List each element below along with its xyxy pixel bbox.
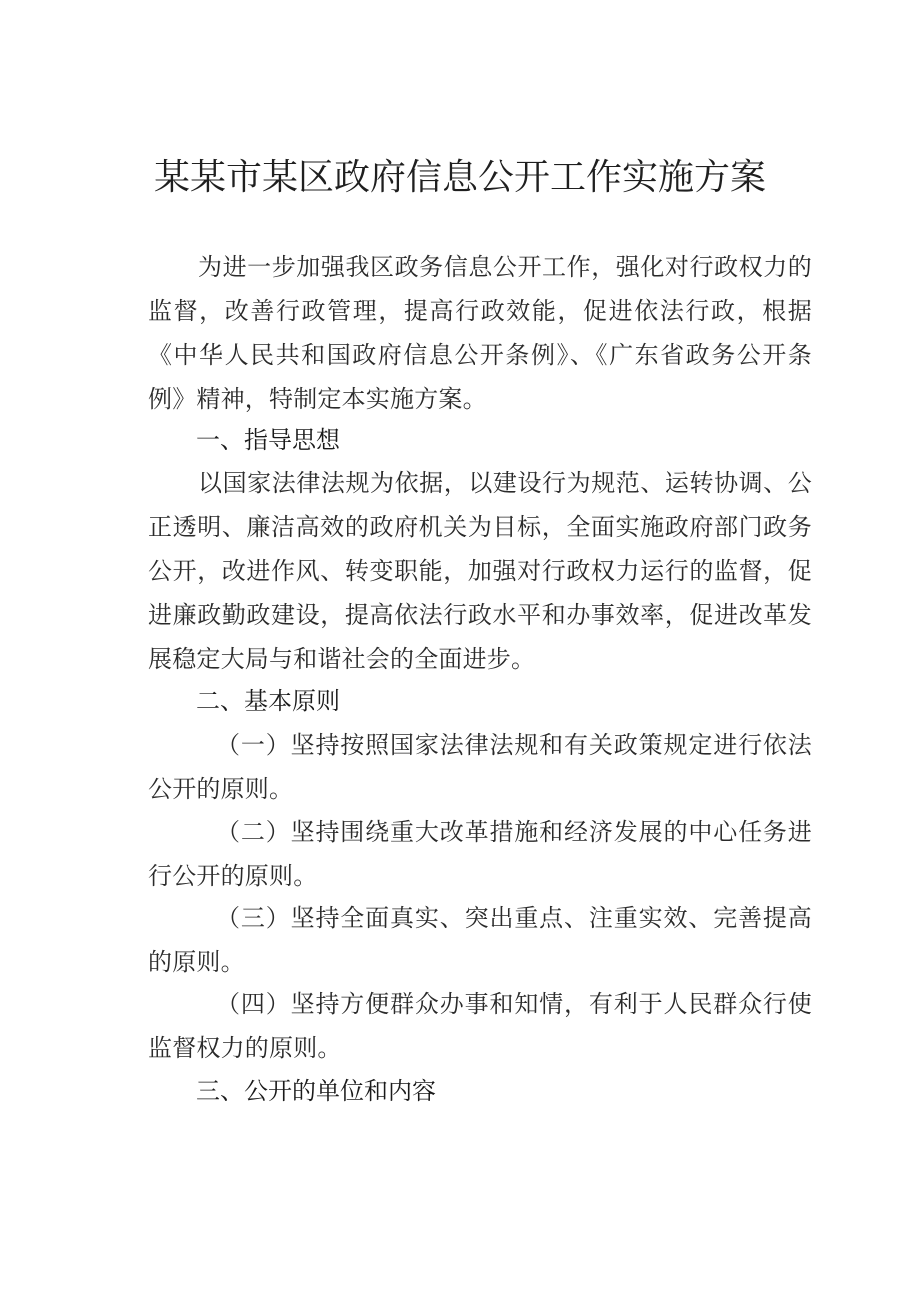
section-heading-guiding-thought: 一、指导思想 [196, 426, 340, 454]
principle-item-4: （四）坚持方便群众办事和知情，有利于人民群众行使监督权力的原则。 [148, 990, 812, 1062]
section-heading-basic-principles: 二、基本原则 [196, 687, 340, 715]
guiding-thought-paragraph: 以国家法律法规为依据，以建设行为规范、运转协调、公正透明、廉洁高效的政府机关为目标，全面实施政府部门政务公开，改进作风、转变职能，加强对行政权力运行的监督，促进廉政勤政建设，提高依法行政水平和办事效率，促进改革发展稳定大局与和谐社会的全面进步。 [148, 469, 812, 673]
section-heading-disclosure-units: 三、公开的单位和内容 [196, 1077, 436, 1105]
document-title: 某某市某区政府信息公开工作实施方案 [153, 157, 766, 198]
principle-item-2: （二）坚持围绕重大改革措施和经济发展的中心任务进行公开的原则。 [148, 818, 812, 890]
intro-paragraph: 为进一步加强我区政务信息公开工作，强化对行政权力的监督，改善行政管理，提高行政效能，促进依法行政，根据《中华人民共和国政府信息公开条例》、《广东省政务公开条例》精神，特制定本实施方案。 [148, 253, 812, 413]
principle-item-1: （一）坚持按照国家法律法规和有关政策规定进行依法公开的原则。 [148, 731, 812, 803]
principle-item-3: （三）坚持全面真实、突出重点、注重实效、完善提高的原则。 [148, 904, 812, 976]
